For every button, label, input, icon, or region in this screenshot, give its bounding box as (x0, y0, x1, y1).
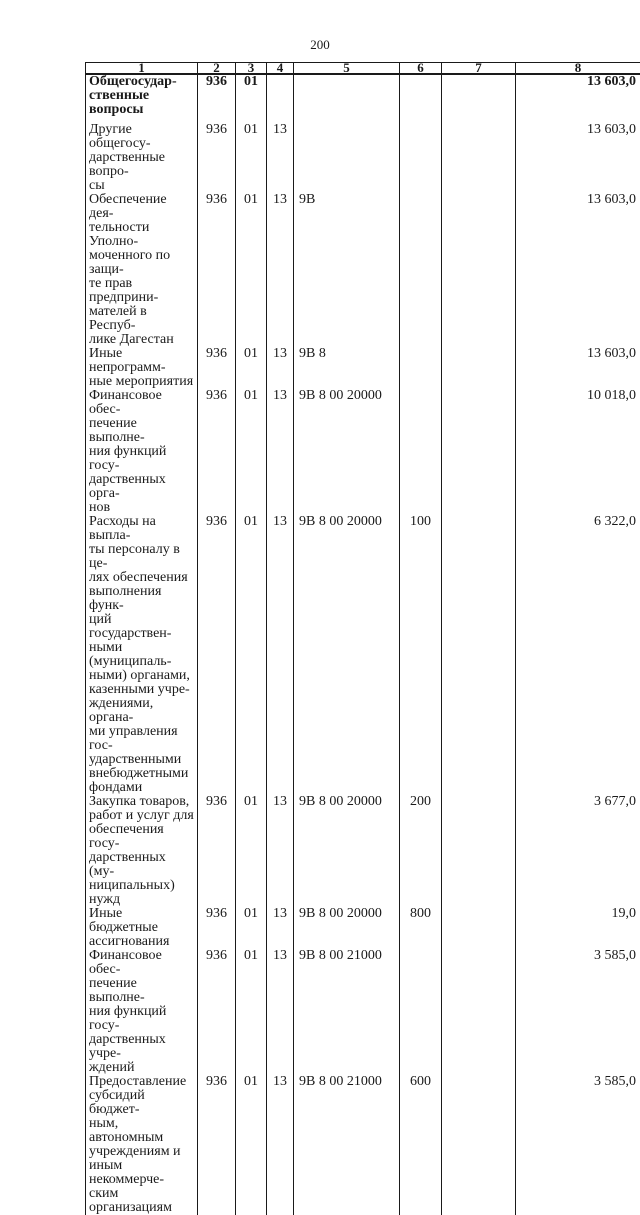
row-target-article: 9В 8 00 21000 (299, 1075, 399, 1089)
column-header-2: 2 (198, 63, 236, 75)
row-column-7-cell (442, 949, 516, 1075)
row-column-7-cell (442, 1075, 516, 1215)
header-row (86, 63, 640, 75)
row-target-article-cell (294, 907, 400, 949)
row-section: 01 (236, 193, 266, 207)
row-target-article-cell (294, 389, 400, 515)
row-name: Иные непрограмм- ные мероприятия (89, 347, 194, 389)
table-row (86, 795, 640, 907)
row-name-cell (86, 193, 198, 347)
row-amount: 13 603,0 (516, 193, 636, 207)
row-expense-type-cell (400, 193, 442, 347)
row-name: Другие общегосу- дарственные вопро- сы (89, 123, 194, 193)
row-section-cell (236, 193, 267, 347)
row-ministry-code-cell (198, 123, 236, 193)
row-section-cell (236, 123, 267, 193)
row-subsection: 13 (267, 389, 293, 403)
row-ministry-code-cell (198, 74, 236, 123)
column-header-5: 5 (294, 63, 400, 75)
row-target-article-cell (294, 795, 400, 907)
row-target-article: 9В 8 00 20000 (299, 907, 399, 921)
row-section-cell (236, 949, 267, 1075)
row-section-cell (236, 1075, 267, 1215)
row-ministry-code: 936 (198, 907, 235, 921)
row-expense-type-cell (400, 949, 442, 1075)
table-row (86, 907, 640, 949)
column-header-4: 4 (267, 63, 294, 75)
row-ministry-code-cell (198, 347, 236, 389)
row-amount: 3 677,0 (516, 795, 636, 809)
row-ministry-code: 936 (198, 123, 235, 137)
row-subsection-cell (267, 347, 294, 389)
row-name-cell (86, 949, 198, 1075)
row-amount-cell (516, 907, 640, 949)
row-column-7-cell (442, 123, 516, 193)
row-ministry-code: 936 (198, 1075, 235, 1089)
row-amount-cell (516, 347, 640, 389)
row-column-7-cell (442, 74, 516, 123)
row-ministry-code: 936 (198, 75, 235, 89)
row-section: 01 (236, 1075, 266, 1089)
column-header-8: 8 (516, 63, 640, 75)
row-ministry-code-cell (198, 949, 236, 1075)
row-subsection-cell (267, 949, 294, 1075)
row-column-7-cell (442, 515, 516, 795)
row-ministry-code: 936 (198, 949, 235, 963)
row-subsection-cell (267, 123, 294, 193)
row-section: 01 (236, 347, 266, 361)
row-column-7-cell (442, 389, 516, 515)
row-target-article-cell (294, 1075, 400, 1215)
row-subsection-cell (267, 389, 294, 515)
row-expense-type-cell (400, 123, 442, 193)
row-subsection: 13 (267, 123, 293, 137)
table-row (86, 193, 640, 347)
row-amount-cell (516, 123, 640, 193)
row-column-7-cell (442, 795, 516, 907)
column-header-7: 7 (442, 63, 516, 75)
row-name-cell (86, 347, 198, 389)
row-name-cell (86, 389, 198, 515)
row-section: 01 (236, 515, 266, 529)
row-amount: 3 585,0 (516, 949, 636, 963)
page-number: 200 (0, 37, 640, 53)
row-column-7-cell (442, 907, 516, 949)
row-subsection: 13 (267, 347, 293, 361)
row-name: Обеспечение дея- тельности Уполно- моченного по защи- те прав предприни- мателей в Респуб- лике Дагестан (89, 193, 194, 347)
row-amount-cell (516, 193, 640, 347)
row-amount: 3 585,0 (516, 1075, 636, 1089)
row-ministry-code: 936 (198, 347, 235, 361)
row-name-cell (86, 795, 198, 907)
row-section-cell (236, 795, 267, 907)
row-subsection-cell (267, 193, 294, 347)
table-body (86, 74, 640, 1215)
table-row (86, 949, 640, 1075)
row-column-7-cell (442, 193, 516, 347)
column-header-1: 1 (86, 63, 198, 75)
row-section-cell (236, 907, 267, 949)
row-name-cell (86, 123, 198, 193)
row-ministry-code-cell (198, 515, 236, 795)
row-ministry-code-cell (198, 1075, 236, 1215)
row-target-article-cell (294, 515, 400, 795)
row-name: Расходы на выпла- ты персоналу в це- лях обеспечения выполнения функ- ций государствен- ными (муниципаль- ными) органами, казенными учре- ждениями, органа- ми управления гос- ударственными внебюджетными фондами (89, 515, 194, 795)
row-section: 01 (236, 907, 266, 921)
row-amount-cell (516, 389, 640, 515)
row-name-cell (86, 74, 198, 123)
row-section-cell (236, 74, 267, 123)
row-name: Финансовое обес- печение выполне- ния функций госу- дарственных орга- нов (89, 389, 194, 515)
row-name: Иные бюджетные ассигнования (89, 907, 194, 949)
row-section: 01 (236, 123, 266, 137)
row-amount: 19,0 (516, 907, 636, 921)
row-subsection-cell (267, 795, 294, 907)
table-row (86, 389, 640, 515)
row-expense-type-cell (400, 1075, 442, 1215)
row-amount-cell (516, 1075, 640, 1215)
row-target-article: 9В 8 00 20000 (299, 515, 399, 529)
row-amount: 13 603,0 (516, 347, 636, 361)
table-row (86, 1075, 640, 1215)
row-subsection: 13 (267, 1075, 293, 1089)
row-section: 01 (236, 389, 266, 403)
row-section-cell (236, 389, 267, 515)
row-amount-cell (516, 949, 640, 1075)
row-expense-type: 100 (400, 515, 441, 529)
row-name: Финансовое обес- печение выполне- ния функций госу- дарственных учре- ждений (89, 949, 194, 1075)
row-subsection: 13 (267, 795, 293, 809)
row-target-article: 9В 8 (299, 347, 399, 361)
row-column-7-cell (442, 347, 516, 389)
column-header-3: 3 (236, 63, 267, 75)
row-subsection: 13 (267, 907, 293, 921)
row-ministry-code: 936 (198, 515, 235, 529)
table-row (86, 347, 640, 389)
row-amount-cell (516, 74, 640, 123)
row-name: Общегосудар- ственные вопросы (89, 75, 194, 117)
row-target-article-cell (294, 74, 400, 123)
row-subsection: 13 (267, 193, 293, 207)
row-ministry-code-cell (198, 389, 236, 515)
row-amount: 10 018,0 (516, 389, 636, 403)
row-name-cell (86, 515, 198, 795)
row-expense-type-cell (400, 515, 442, 795)
row-subsection-cell (267, 74, 294, 123)
row-amount: 6 322,0 (516, 515, 636, 529)
row-expense-type: 200 (400, 795, 441, 809)
row-expense-type: 800 (400, 907, 441, 921)
row-subsection-cell (267, 907, 294, 949)
row-target-article: 9В 8 00 20000 (299, 795, 399, 809)
row-target-article: 9В 8 00 20000 (299, 389, 399, 403)
row-expense-type-cell (400, 347, 442, 389)
row-name-cell (86, 907, 198, 949)
row-subsection-cell (267, 515, 294, 795)
row-target-article-cell (294, 949, 400, 1075)
row-target-article-cell (294, 123, 400, 193)
row-ministry-code-cell (198, 795, 236, 907)
row-ministry-code: 936 (198, 193, 235, 207)
column-header-6: 6 (400, 63, 442, 75)
row-expense-type: 600 (400, 1075, 441, 1089)
row-target-article: 9В (299, 193, 399, 207)
row-section: 01 (236, 949, 266, 963)
row-subsection: 13 (267, 949, 293, 963)
row-amount-cell (516, 515, 640, 795)
row-amount: 13 603,0 (516, 123, 636, 137)
row-name: Предоставление субсидий бюджет- ным, автономным учреждениям и иным некоммерче- ским организациям (89, 1075, 194, 1215)
row-subsection: 13 (267, 515, 293, 529)
row-amount-cell (516, 795, 640, 907)
row-section-cell (236, 347, 267, 389)
row-expense-type-cell (400, 74, 442, 123)
row-subsection-cell (267, 1075, 294, 1215)
table-row (86, 123, 640, 193)
row-ministry-code: 936 (198, 795, 235, 809)
row-name: Закупка товаров, работ и услуг для обеспечения госу- дарственных (му- ниципальных) нужд (89, 795, 194, 907)
row-expense-type-cell (400, 389, 442, 515)
row-target-article-cell (294, 347, 400, 389)
budget-table (85, 62, 640, 1215)
row-name-cell (86, 1075, 198, 1215)
row-section-cell (236, 515, 267, 795)
row-target-article-cell (294, 193, 400, 347)
row-ministry-code-cell (198, 193, 236, 347)
row-ministry-code-cell (198, 907, 236, 949)
row-target-article: 9В 8 00 21000 (299, 949, 399, 963)
row-ministry-code: 936 (198, 389, 235, 403)
row-section: 01 (236, 795, 266, 809)
row-expense-type-cell (400, 795, 442, 907)
row-section: 01 (236, 75, 266, 89)
table-row (86, 515, 640, 795)
row-amount: 13 603,0 (516, 75, 636, 89)
row-expense-type-cell (400, 907, 442, 949)
table-row (86, 74, 640, 123)
